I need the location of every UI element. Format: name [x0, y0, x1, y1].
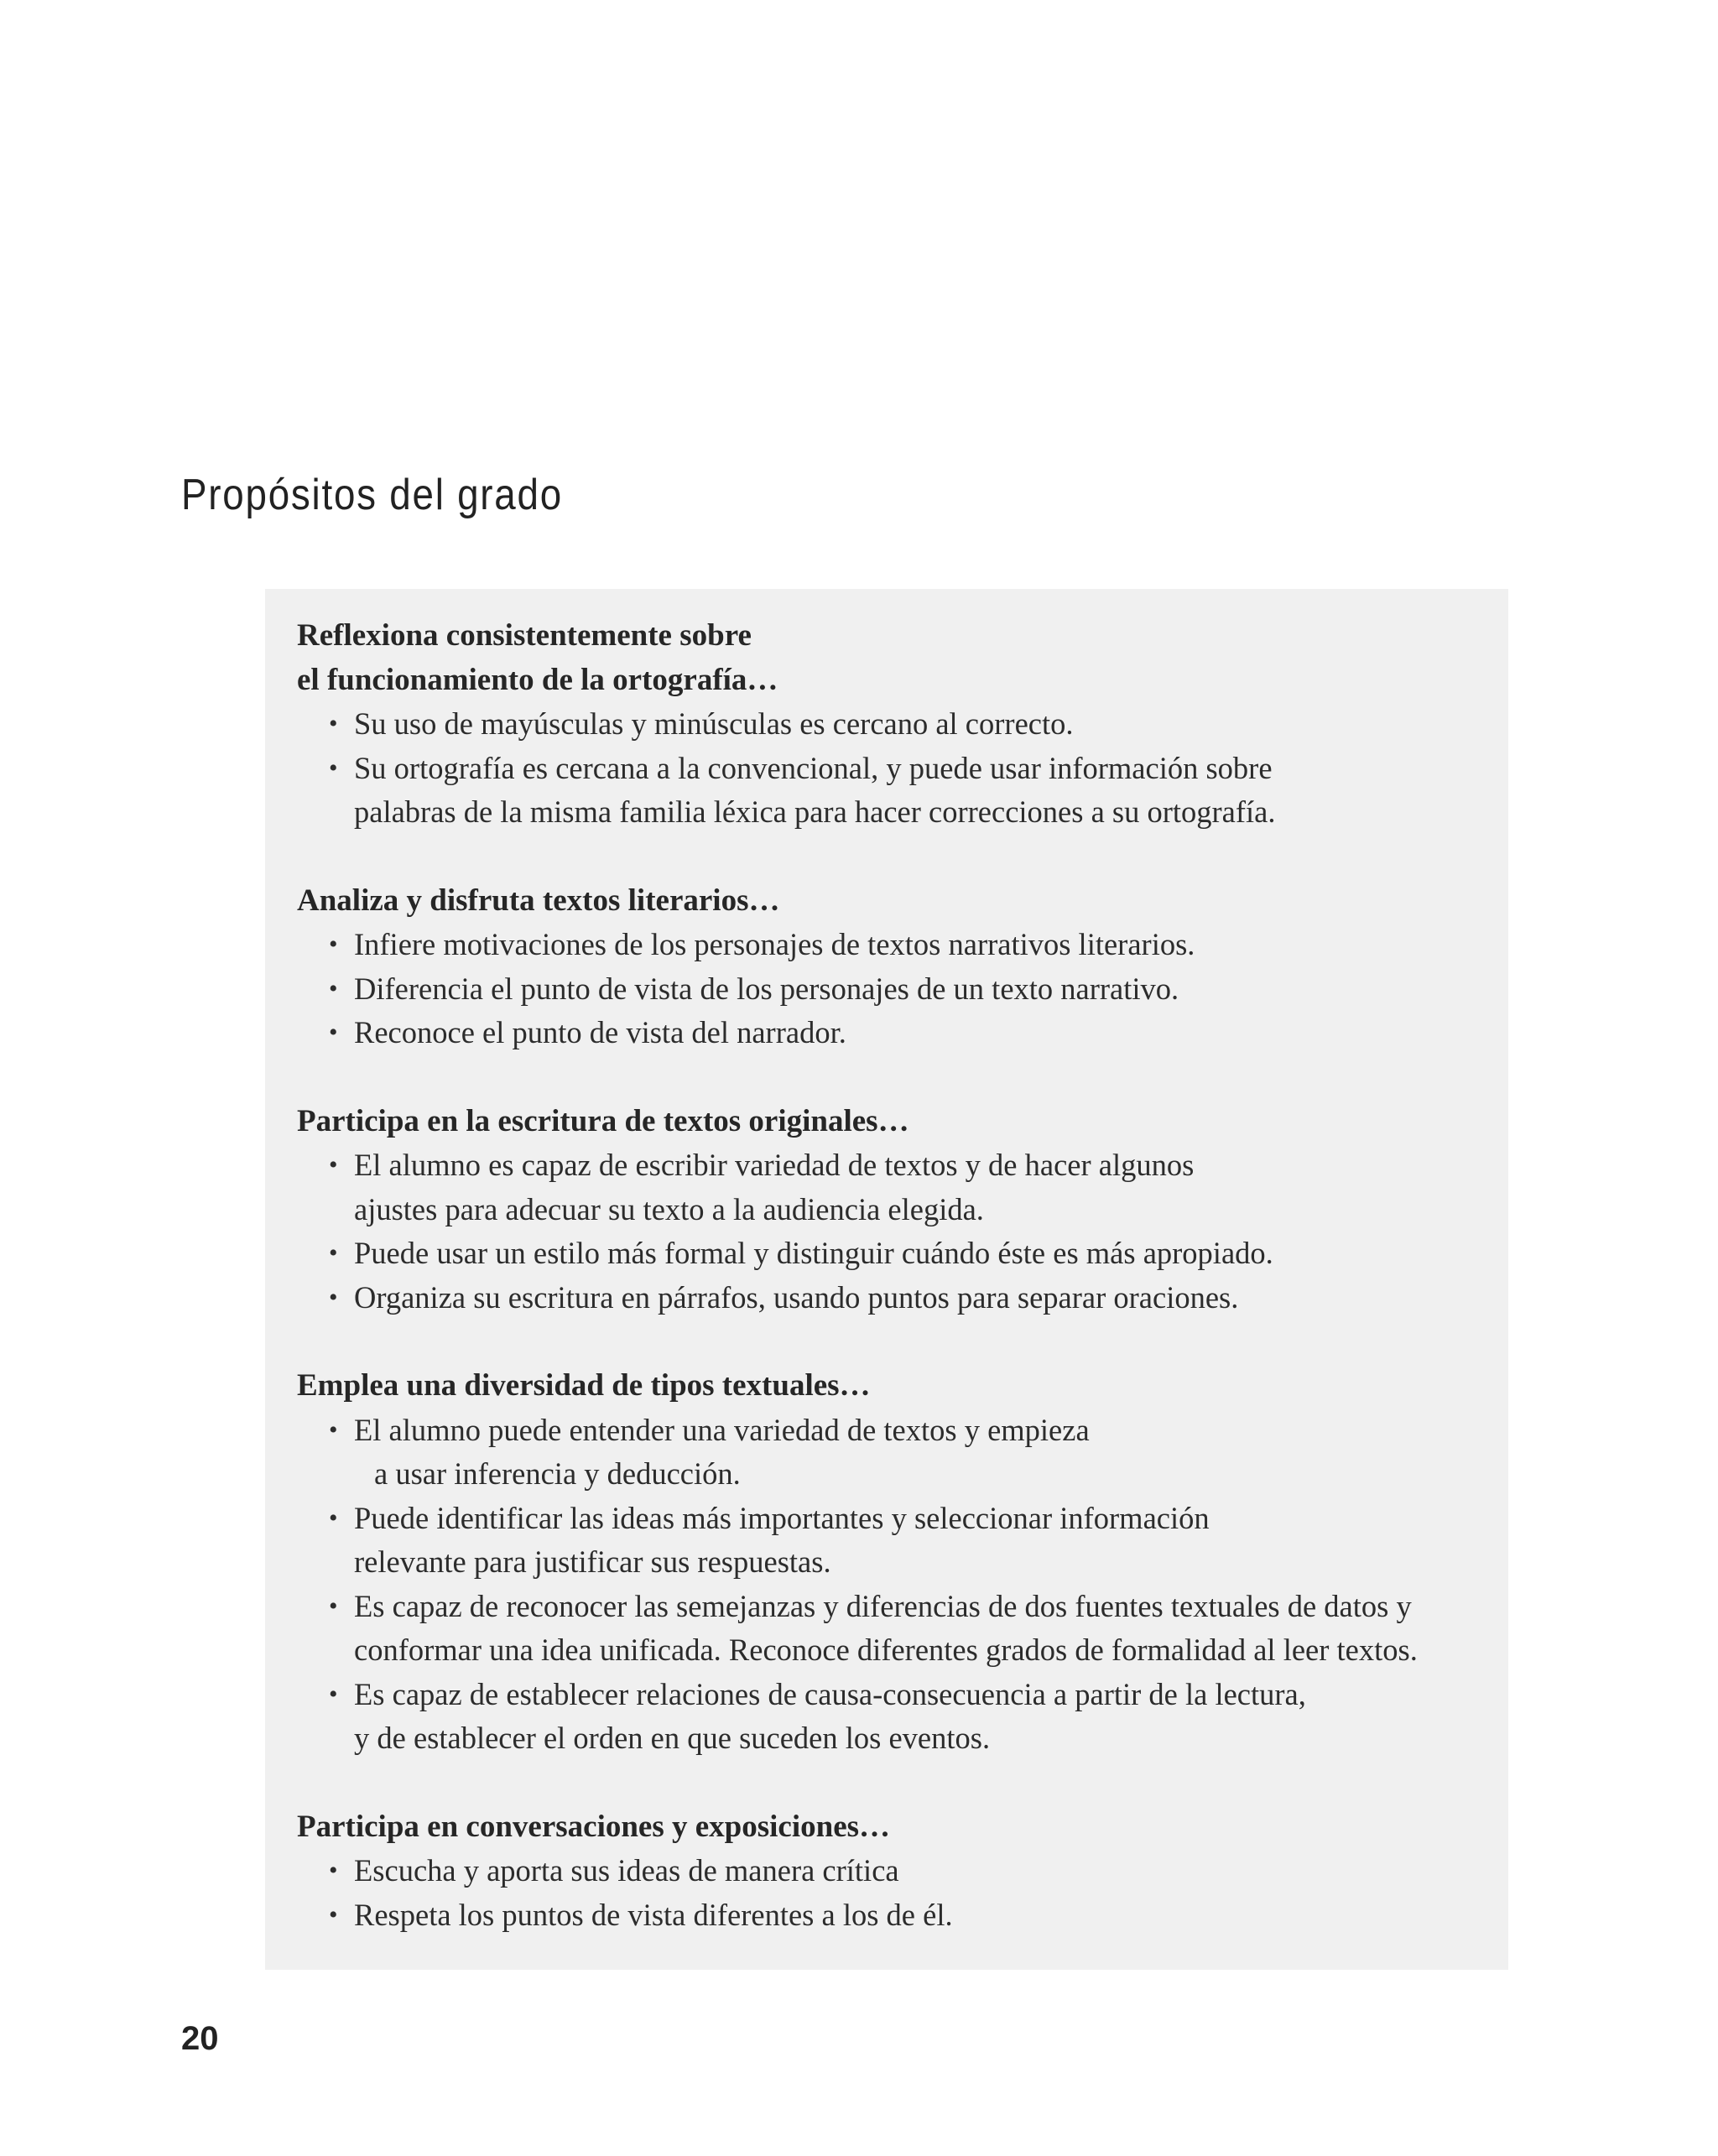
list-item [297, 1276, 1483, 1320]
list-item-text: Organiza su escritura en párrafos, usando puntos para separar oraciones. [354, 1279, 1239, 1315]
section-heading-line: el funcionamiento de la ortografía… [297, 662, 778, 697]
section-heading: Participa en la escritura de textos originales… [297, 1103, 909, 1138]
list-item-text: y de establecer el orden en que suceden los eventos. [354, 1721, 991, 1755]
page-title: Propósitos del grado [181, 471, 563, 519]
list-item [297, 702, 1483, 747]
list-item [297, 1409, 1483, 1497]
section-heading-line: Reflexiona consistentemente sobre [297, 618, 752, 653]
list-item-text: Su uso de mayúsculas y minúsculas es cercano al correcto. [354, 706, 1074, 741]
list-item [297, 923, 1483, 967]
list-item [297, 1011, 1483, 1055]
bullet-icon: • [329, 1679, 338, 1708]
bullet-icon: • [329, 1900, 338, 1929]
list-item [297, 967, 1483, 1012]
list-item [297, 1143, 1483, 1232]
list-item [297, 1497, 1483, 1585]
list-item-text: El alumno puede entender una variedad de textos y empieza [354, 1412, 1090, 1447]
list-item [297, 1232, 1483, 1276]
list-item-text: Reconoce el punto de vista del narrador. [354, 1015, 846, 1049]
bullet-icon: • [329, 1239, 338, 1267]
list-item-text: Puede identificar las ideas más importantes y seleccionar información [354, 1500, 1210, 1535]
list-item-text: Su ortografía es cercana a la convencional, y puede usar información sobre [354, 750, 1273, 785]
list-item [297, 1893, 1483, 1938]
bullet-icon: • [329, 1283, 338, 1311]
bullet-icon: • [329, 974, 338, 1002]
section-heading [297, 614, 800, 702]
bullet-icon: • [329, 1018, 338, 1046]
bullet-icon: • [329, 753, 338, 782]
list-item-text: palabras de la misma familia léxica para hacer correcciones a su ortografía. [354, 794, 1276, 829]
list-item-text: Infiere motivaciones de los personajes de textos narrativos literarios. [354, 927, 1195, 961]
section-text-types [297, 1364, 1483, 1761]
list-item [297, 1849, 1483, 1893]
bullet-icon: • [329, 1857, 338, 1884]
list-item-text: a usar inferencia y deducción. [374, 1456, 741, 1491]
list-item-text: Es capaz de reconocer las semejanzas y diferencias de dos fuentes textuales de datos y [354, 1588, 1412, 1623]
section-orthography [297, 614, 1483, 835]
list-item-text: conformar una idea unificada. Reconoce diferentes grados de formalidad al leer textos. [354, 1633, 1418, 1667]
bullet-list [297, 702, 1483, 835]
list-item [297, 1673, 1483, 1761]
bullet-list [297, 923, 1483, 1055]
bullet-icon: • [329, 1151, 338, 1179]
purposes-box [265, 589, 1508, 1970]
section-original-writing [297, 1100, 1483, 1320]
section-heading: Analiza y disfruta textos literarios… [297, 883, 780, 918]
page-number: 20 [181, 2020, 219, 2057]
section-heading: Participa en conversaciones y exposiciones… [297, 1809, 891, 1844]
bullet-icon: • [329, 1591, 338, 1620]
bullet-icon: • [329, 930, 338, 958]
bullet-icon: • [329, 1503, 338, 1532]
list-item-text: Puede usar un estilo más formal y distinguir cuándo éste es más apropiado. [354, 1236, 1273, 1270]
list-item-text: Escucha y aporta sus ideas de manera crítica [354, 1853, 899, 1888]
bullet-icon: • [329, 1415, 338, 1444]
list-item-text: relevante para justificar sus respuestas. [354, 1544, 831, 1579]
list-item-text: Es capaz de establecer relaciones de causa-consecuencia a partir de la lectura, [354, 1676, 1306, 1711]
section-heading: Emplea una diversidad de tipos textuales… [297, 1368, 871, 1403]
list-item-text: El alumno es capaz de escribir variedad de textos y de hacer algunos [354, 1148, 1195, 1182]
bullet-list [297, 1409, 1483, 1761]
bullet-list [297, 1143, 1483, 1320]
list-item-text: Diferencia el punto de vista de los personajes de un texto narrativo. [354, 971, 1179, 1006]
section-literary-texts [297, 879, 1483, 1055]
section-conversations [297, 1805, 1483, 1938]
list-item-text: ajustes para adecuar su texto a la audiencia elegida. [354, 1191, 984, 1226]
list-item-text: Respeta los puntos de vista diferentes a los de él. [354, 1897, 953, 1932]
bullet-icon: • [329, 710, 338, 737]
list-item [297, 1585, 1483, 1673]
bullet-list [297, 1849, 1483, 1937]
list-item [297, 747, 1483, 835]
